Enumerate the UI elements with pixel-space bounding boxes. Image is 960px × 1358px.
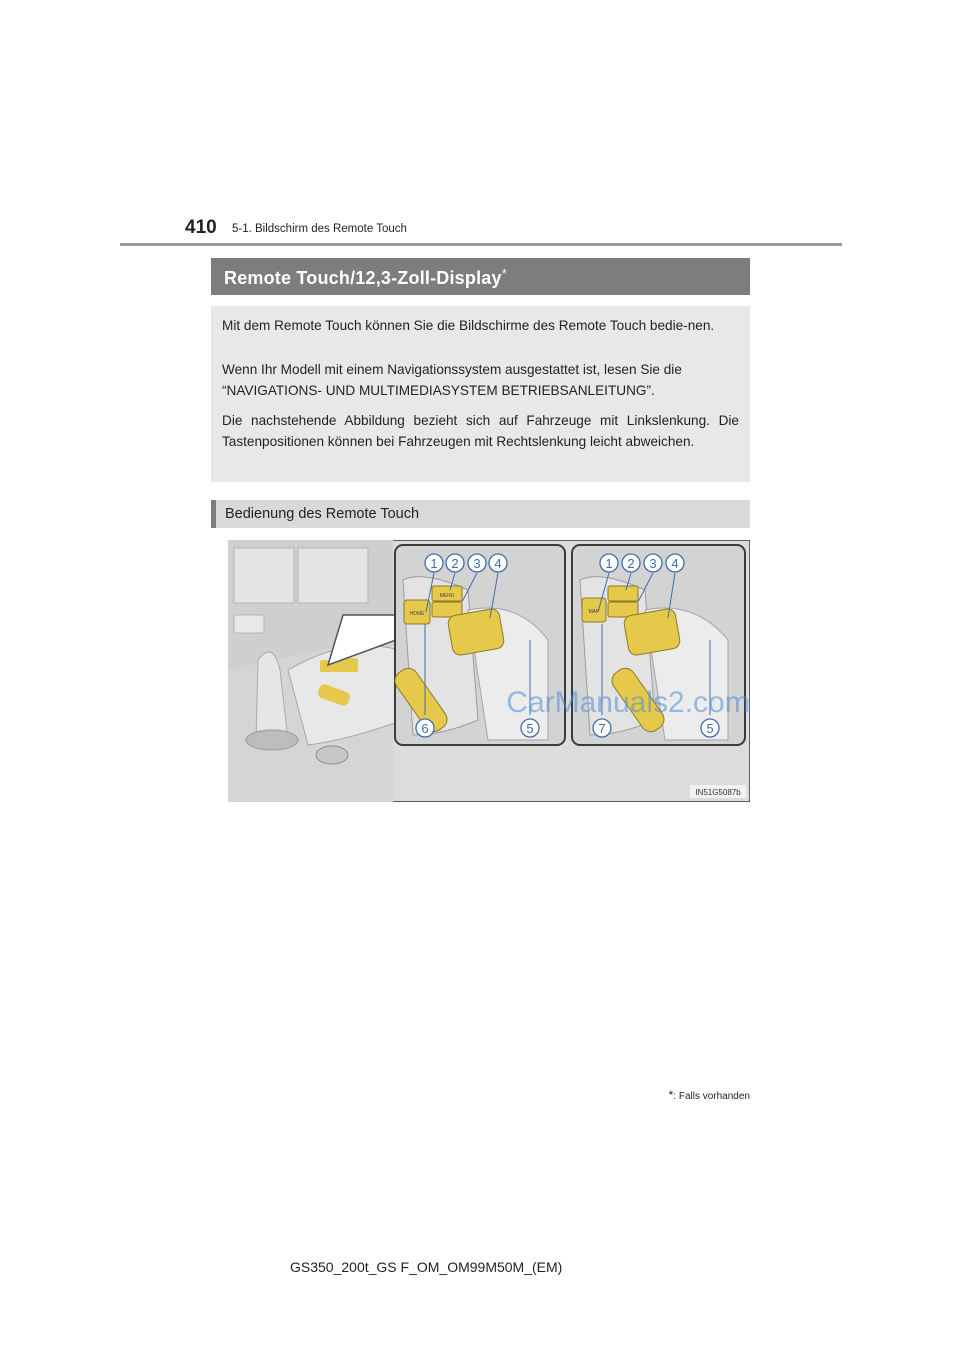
callout-r-4: 4 (671, 556, 679, 571)
figure-id: IN51G5087b (695, 788, 741, 797)
footnote-asterisk: * (668, 1088, 674, 1102)
section-reference: 5-1. Bildschirm des Remote Touch (232, 223, 407, 235)
callout-r-3: 3 (649, 556, 657, 571)
footnote-text: : Falls vorhanden (673, 1091, 750, 1102)
subheading-bar (211, 500, 750, 528)
intro-box (211, 306, 750, 482)
callout-l-5: 5 (526, 721, 534, 736)
page-number: 410 (185, 217, 217, 238)
callout-l-1: 1 (430, 556, 438, 571)
intro-paragraph-2: Wenn Ihr Modell mit einem Navigationssystem ausgestattet ist, lesen Sie die “NAVIGATIONS- UND MULTIMEDIASYSTEM BETRIEBSANLEITUNG”. (222, 362, 682, 398)
callout-r-7: 7 (598, 721, 606, 736)
subheading: Bedienung des Remote Touch (225, 506, 420, 522)
callout-r-1: 1 (605, 556, 613, 571)
intro-paragraph-1: Mit dem Remote Touch können Sie die Bildschirme des Remote Touch bedie-nen. (222, 318, 715, 333)
left-home-button-label: HOME (409, 611, 425, 617)
callout-r-5: 5 (706, 721, 714, 736)
watermark-text: CarManuals2.com (506, 686, 750, 719)
callout-r-2: 2 (627, 556, 635, 571)
right-map-button-label: MAP (588, 609, 600, 615)
footnote (650, 1088, 750, 1102)
document-code: GS350_200t_GS F_OM_OM99M50M_(EM) (290, 1259, 563, 1275)
callout-l-3: 3 (473, 556, 481, 571)
callout-l-4: 4 (494, 556, 502, 571)
subheading-accent (211, 500, 216, 528)
intro-paragraph-3: Die nachstehende Abbildung bezieht sich auf Fahrzeuge mit Linkslenkung. Die Tastenpositionen können bei Fahrzeugen mit Rechtslenkung leicht abweichen. (222, 413, 739, 449)
remote-touch-illustration (228, 540, 750, 802)
title-label: Remote Touch/12,3-Zoll-Display (224, 268, 502, 288)
callout-l-6: 6 (421, 721, 429, 736)
header-rule (120, 243, 842, 246)
title-asterisk: * (501, 266, 507, 281)
page-title (224, 266, 507, 289)
callout-l-2: 2 (451, 556, 459, 571)
left-menu-button-label: MENU (439, 593, 455, 599)
title-bar (211, 258, 750, 295)
